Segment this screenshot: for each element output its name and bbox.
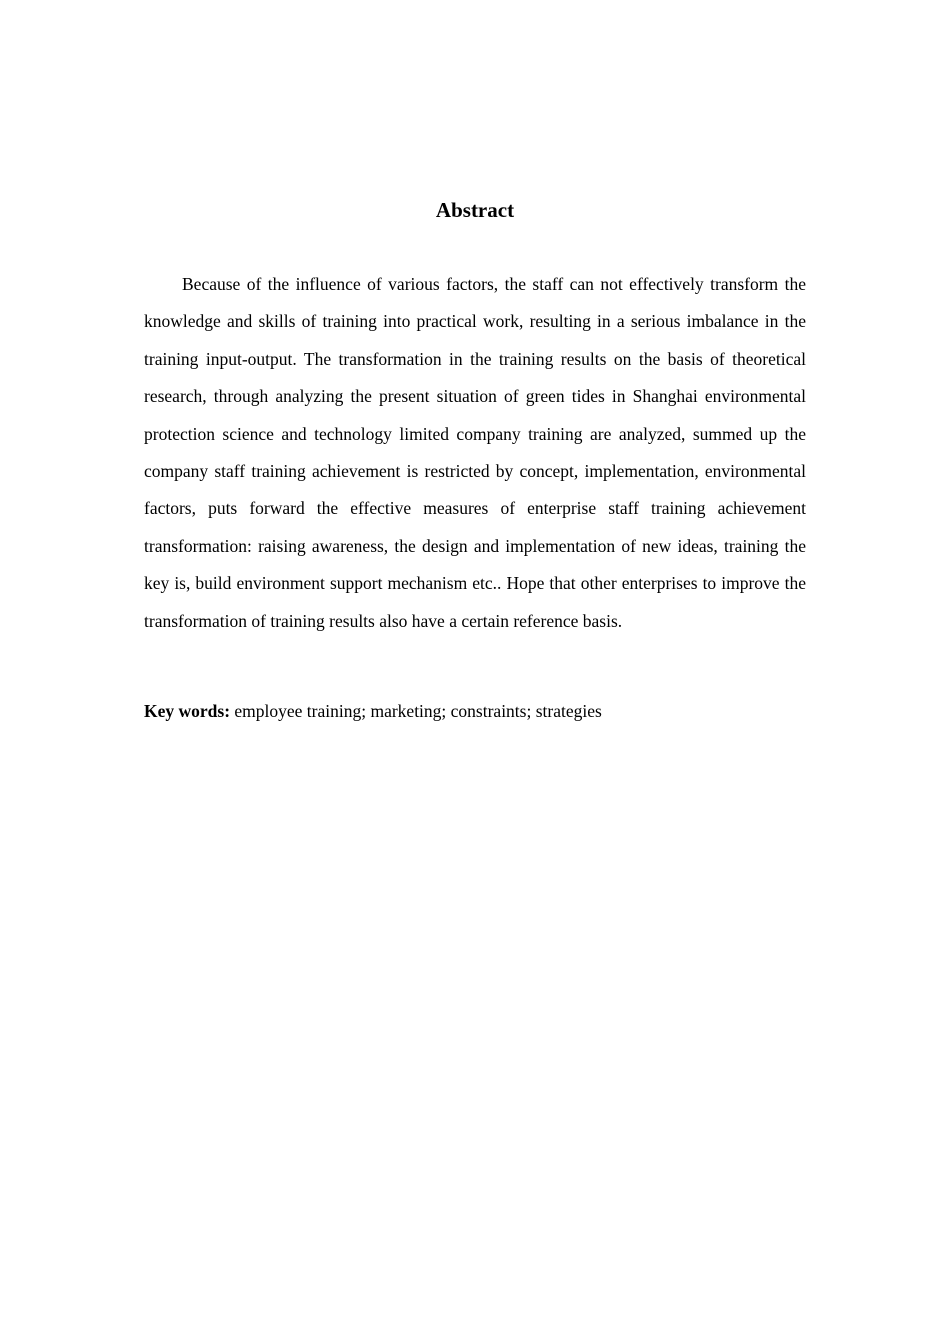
- keywords-line: [144, 697, 806, 725]
- abstract-paragraph: Because of the influence of various factors, the staff can not effectively transform the knowledge and skills of training into practical work, resulting in a serious imbalance in the training input-output. The transformation in the training results on the basis of theoretical research, through analyzing the present situation of green tides in Shanghai environmental protection science and technology limited company training are analyzed, summed up the company staff training achievement is restricted by concept, implementation, environmental factors, puts forward the effective measures of enterprise staff training achievement transformation: raising awareness, the design and implementation of new ideas, training the key is, build environment support mechanism etc.. Hope that other enterprises to improve the transformation of training results also have a certain reference basis.: [144, 274, 806, 631]
- keywords-label: Key words:: [144, 701, 231, 721]
- page-title: Abstract: [435, 198, 515, 222]
- keywords-text: employee training; marketing; constraints; strategies: [234, 701, 602, 721]
